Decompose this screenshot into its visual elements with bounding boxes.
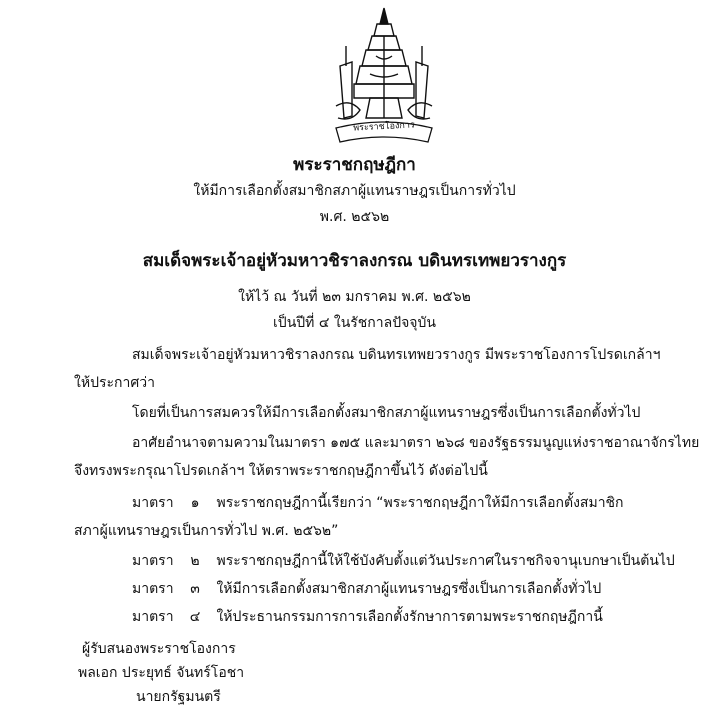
section-number: ๒ xyxy=(190,553,200,569)
section-number: ๓ xyxy=(190,581,200,597)
section-1 xyxy=(132,494,624,512)
section-text: พระราชกฤษฎีกานี้เรียกว่า “พระราชกฤษฎีกาให้มีการเลือกตั้งสมาชิก xyxy=(216,495,624,511)
section-1-continuation: สภาผู้แทนราษฎรเป็นการทั่วไป พ.ศ. ๒๕๖๒” xyxy=(74,523,339,539)
section-text: ให้มีการเลือกตั้งสมาชิกสภาผู้แทนราษฎรซึ่งเป็นการเลือกตั้งทั่วไป xyxy=(216,581,602,597)
document-year: พ.ศ. ๒๕๖๒ xyxy=(319,209,390,225)
given-date: ให้ไว้ ณ วันที่ ๒๓ มกราคม พ.ศ. ๒๕๖๒ xyxy=(238,289,471,305)
section-text: พระราชกฤษฎีกานี้ให้ใช้บังคับตั้งแต่วันประกาศในราชกิจจานุเบกษาเป็นต้นไป xyxy=(216,553,675,569)
paragraph-3-line-2: จึงทรงพระกรุณาโปรดเกล้าฯ ให้ตราพระราชกฤษฎีกาขึ้นไว้ ดังต่อไปนี้ xyxy=(74,463,488,479)
section-number: ๔ xyxy=(189,609,201,625)
document-subtitle: ให้มีการเลือกตั้งสมาชิกสภาผู้แทนราษฎรเป็นการทั่วไป xyxy=(193,183,516,199)
countersign-label: ผู้รับสนองพระราชโองการ xyxy=(82,641,236,657)
paragraph-2: โดยที่เป็นการสมควรให้มีการเลือกตั้งสมาชิกสภาผู้แทนราษฎรซึ่งเป็นการเลือกตั้งทั่วไป xyxy=(132,405,641,421)
document-title: พระราชกฤษฎีกา xyxy=(293,155,416,175)
countersigner-title: นายกรัฐมนตรี xyxy=(136,689,221,705)
section-3 xyxy=(132,580,601,598)
section-label: มาตรา xyxy=(132,553,174,569)
emblem-ribbon-text: พระราชโองการ xyxy=(352,120,416,134)
section-text: ให้ประธานกรรมการการเลือกตั้งรักษาการตามพระราชกฤษฎีกานี้ xyxy=(216,609,603,625)
reign-year: เป็นปีที่ ๔ ในรัชกาลปัจจุบัน xyxy=(273,315,436,331)
section-number: ๑ xyxy=(190,495,200,511)
section-4 xyxy=(132,608,603,626)
paragraph-3-line-1: อาศัยอำนาจตามความในมาตรา ๑๗๕ และมาตรา ๒๖๘ ของรัฐธรรมนูญแห่งราชอาณาจักรไทย xyxy=(132,435,700,451)
king-name: สมเด็จพระเจ้าอยู่หัวมหาวชิราลงกรณ บดินทรเทพยวรางกูร xyxy=(142,251,567,271)
section-label: มาตรา xyxy=(132,495,174,511)
section-2 xyxy=(132,552,675,570)
paragraph-1-line-2: ให้ประกาศว่า xyxy=(74,375,155,391)
section-label: มาตรา xyxy=(132,609,174,625)
countersigner-name: พลเอก ประยุทธ์ จันทร์โอชา xyxy=(78,665,245,681)
paragraph-1-line-1: สมเด็จพระเจ้าอยู่หัวมหาวชิราลงกรณ บดินทรเทพยวรางกูร มีพระราชโองการโปรดเกล้าฯ xyxy=(132,347,661,363)
section-label: มาตรา xyxy=(132,581,174,597)
